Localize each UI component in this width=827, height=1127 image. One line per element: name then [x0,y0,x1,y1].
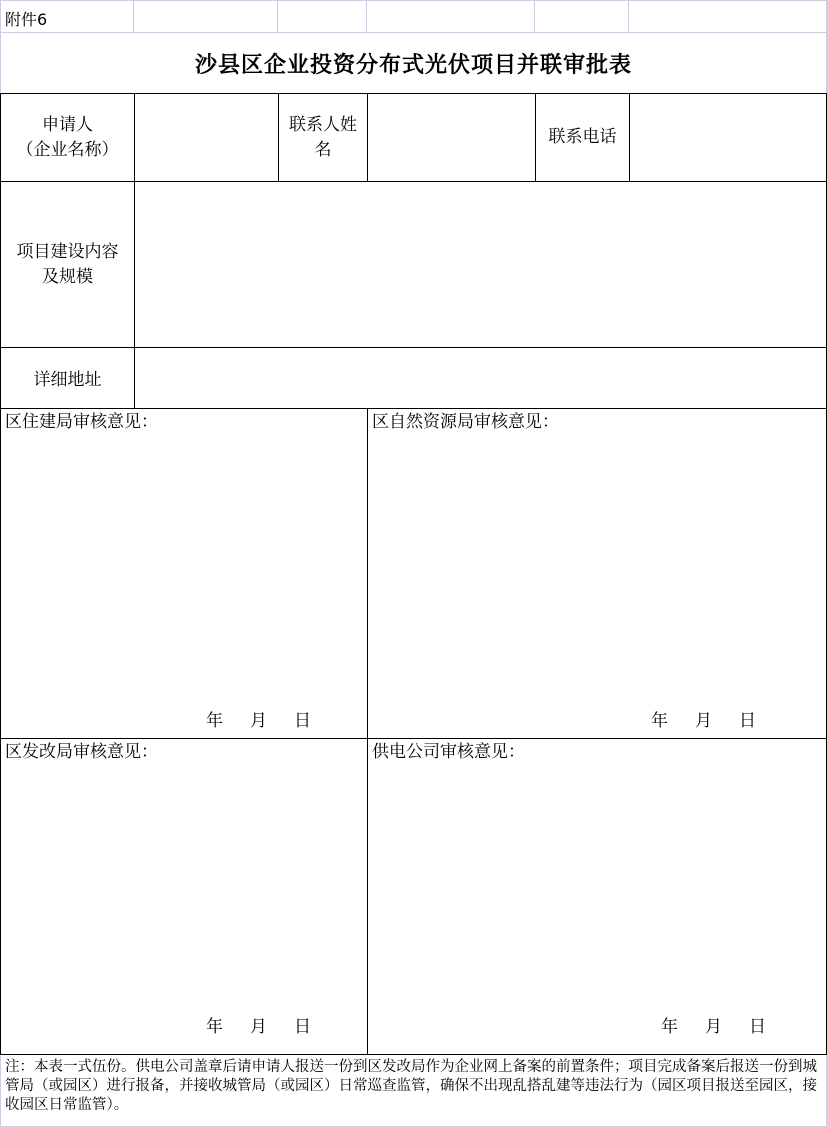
applicant-label-cell [0,93,135,182]
project-label: 项目建设内容 及规模 [16,241,119,287]
development-reform-opinion-label: 区发改局审核意见： [5,742,158,762]
project-input-cell[interactable] [134,181,827,348]
address-input-cell[interactable] [134,347,827,409]
header-empty-cell [535,0,629,33]
project-label-cell [0,181,135,348]
address-label-cell [0,347,135,409]
contact-name-input-cell[interactable] [367,93,536,182]
power-supply-opinion-label: 供电公司审核意见： [372,742,525,762]
contact-name-label-cell [278,93,368,182]
form-title: 沙县区企业投资分布式光伏项目并联审批表 [194,51,632,78]
development-reform-opinion-cell[interactable] [0,738,368,1055]
phone-input-cell[interactable] [629,93,827,182]
attachment-label-cell [0,0,134,33]
natural-resources-date: 年 月 日 [651,711,757,731]
development-reform-date: 年 月 日 [206,1017,312,1037]
phone-label-cell [535,93,630,182]
applicant-label: 申请人 （企业名称） [16,114,119,160]
address-label: 详细地址 [33,369,102,390]
applicant-input-cell[interactable] [134,93,279,182]
power-supply-opinion-cell[interactable] [367,738,827,1055]
housing-date: 年 月 日 [206,711,312,731]
contact-name-label: 联系人姓 名 [289,114,357,160]
power-supply-date: 年 月 日 [661,1017,767,1037]
housing-opinion-cell[interactable] [0,408,368,739]
note-cell [0,1055,827,1127]
note-text: 注：本表一式伍份。供电公司盖章后请申请人报送一份到区发改局作为企业网上备案的前置条件；项目完成备案后报送一份到城管局（或园区）进行报备，并接收城管局（或园区）日常巡查监管，确保不出现乱搭乱建等违法行为（园区项目报送至园区，接收园区日常监管）。 [5,1059,817,1113]
header-empty-cell [367,0,535,33]
header-empty-cell [629,0,827,33]
natural-resources-opinion-cell[interactable] [367,408,827,739]
natural-resources-opinion-label: 区自然资源局审核意见： [372,412,559,432]
phone-label: 联系电话 [548,127,617,147]
form-title-cell [0,33,827,94]
attachment-label: 附件6 [5,10,48,29]
header-empty-cell [278,0,367,33]
housing-opinion-label: 区住建局审核意见： [5,412,158,432]
header-empty-cell [134,0,278,33]
